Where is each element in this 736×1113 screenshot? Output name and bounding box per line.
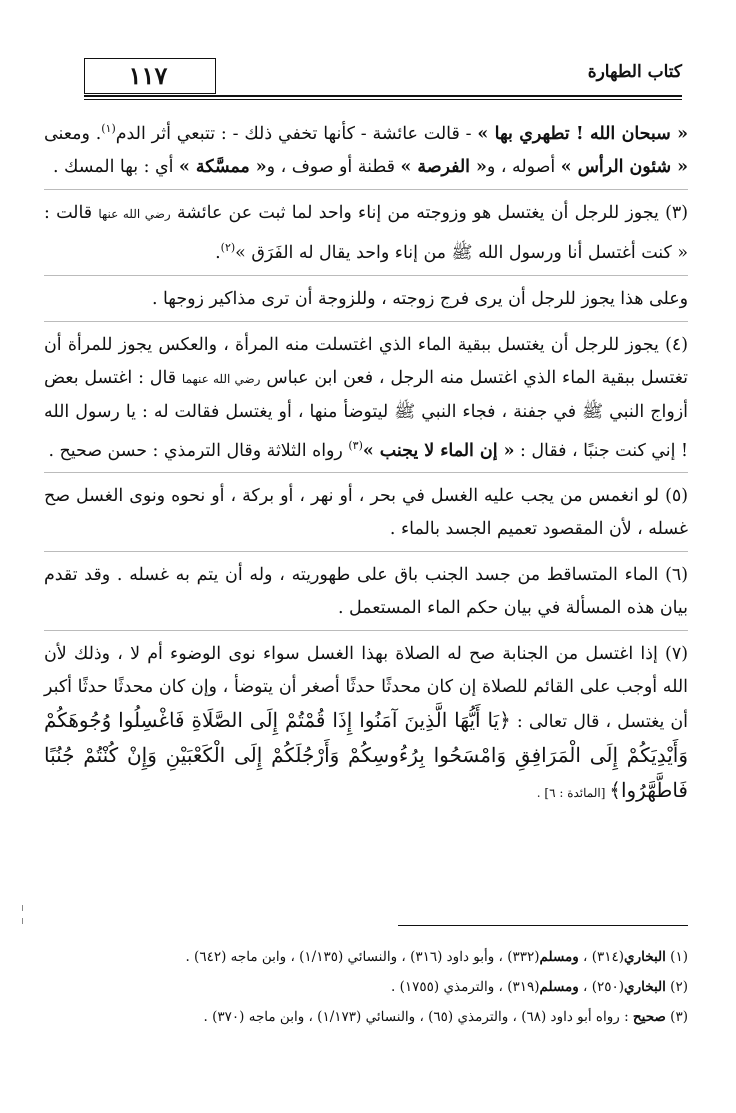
margin-mark: [22, 905, 23, 911]
verse-reference: [المائدة : ٦] .: [536, 786, 610, 801]
text-span: (٣٣٢) ، وأبو داود (٣١٦) ، والنسائي (١/١٣٥) ، وابن ماجه (٦٤٢) .: [185, 949, 540, 965]
text-span: رواه الثلاثة وقال الترمذي : حسن صحيح .: [48, 440, 349, 461]
margin-mark: [22, 918, 23, 924]
footnote-2: [44, 972, 688, 1002]
text-span: (٢٥٠) ،: [578, 979, 625, 995]
text-span: من إناء واحد يقال له الفَرَق »: [235, 242, 452, 263]
source-muslim: ومسلم: [539, 979, 579, 995]
text-span: (٣١٤) ،: [578, 949, 625, 965]
text-span: قال : اغتسل بعض أزواج النبي: [44, 367, 688, 422]
footnote-ref-3: (٣): [348, 438, 363, 452]
paragraph-divider: [44, 472, 688, 474]
source-bukhari: البخاري: [624, 979, 666, 995]
footnote-ref-2: (٢): [220, 240, 236, 254]
quote-water-not-junub: « إن الماء لا يجنب »: [362, 440, 515, 461]
page-number: ١١٧: [128, 61, 168, 90]
grading-sahih: صحيح: [632, 1009, 666, 1025]
term-shuun-alras: « شئون الرأس »: [560, 156, 688, 177]
salawat-glyph: ﷺ: [451, 242, 473, 263]
text-span: (٤) يجوز للرجل أن يغتسل ببقية الماء الذي اغتسلت منه المرأة ، والعكس يجوز للمرأة أن تغتسل ببقية الماء الذي اغتسل منه الرجل ، فعن ابن عباس: [44, 334, 688, 388]
text-span: (٧) إذا اغتسل من الجنابة صح له الصلاة بهذا الغسل سواء نوى الوضوء أم لا ، وذلك لأن الله أوجب على القائم للصلاة إن كان محدثًا حدثًا أصغر أن يتوضأ ، وإن كان محدثًا حدثًا أكبر أن يغتسل ، قال تعالى :: [44, 644, 688, 733]
text-span: . ومعنى: [44, 123, 102, 144]
salawat-glyph: ﷺ: [582, 401, 604, 422]
source-muslim: ومسلم: [539, 949, 579, 965]
footnote-1: [44, 942, 688, 972]
footnote-number: (٣): [665, 1009, 688, 1025]
text-span: أي : بها المسك .: [52, 156, 179, 177]
main-text: [44, 112, 688, 810]
text-span: أصوله ، و: [486, 156, 561, 177]
paragraph-divider: [44, 551, 688, 553]
footnote-number: (٢): [665, 979, 688, 995]
footnote-number: (١): [665, 949, 688, 965]
term-alfirsa: « الفرصة »: [400, 156, 487, 177]
text-span: - قالت عائشة - كأنها تخفي ذلك - : تتبعي أثر الدم: [115, 123, 478, 144]
text-span: (٣١٩) ، والترمذي (١٧٥٥) .: [391, 979, 540, 995]
paragraph-divider: [44, 630, 688, 632]
paragraph-divider: [44, 189, 688, 191]
paragraph-6: (٦) الماء المتساقط من جسد الجنب باق على طهوريته ، وله أن يتم به غسله . وقد تقدم بيان هذه المسألة في بيان حكم الماء المستعمل .: [44, 565, 688, 619]
text-span: (٣) يجوز للرجل أن يغتسل هو وزوجته من إناء واحد لما ثبت عن عائشة: [170, 202, 689, 223]
text-span: ليتوضأ منها ، أو يغتسل فقالت له : يا رسول الله ! إني كنت جنبًا ، فقال :: [44, 401, 688, 461]
running-header: [62, 52, 682, 100]
source-bukhari: البخاري: [624, 949, 666, 965]
footnotes: [44, 942, 688, 1032]
page-number-box: [84, 58, 216, 94]
quran-verse: ﴿يَا أَيُّهَا الَّذِينَ آمَنُوا إِذَا قُمْتُمْ إِلَى الصَّلَاةِ فَاغْسِلُوا وُجُوهَكُمْ وَأَيْدِيَكُمْ إِلَى الْمَرَافِقِ وَامْسَحُوا بِرُءُوسِكُمْ وَأَرْجُلَكُمْ إِلَى الْكَعْبَيْنِ وَإِنْ كُنْتُمْ جُنُبًا فَاطَّهَّرُوا﴾: [44, 708, 688, 803]
paragraph-hadith-continuation: [44, 112, 688, 184]
footnote-3: [44, 1002, 688, 1032]
footnote-ref-1: (١): [101, 122, 116, 135]
paragraph-7: [44, 638, 688, 810]
text-span: : رواه أبو داود (٦٨) ، والترمذي (٦٥) ، والنسائي (١/١٧٣) ، وابن ماجه (٣٧٠) .: [203, 1009, 633, 1025]
term-mumassaka: « ممسَّكة »: [178, 156, 267, 177]
paragraph-3-note: وعلى هذا يجوز للرجل أن يرى فرج زوجته ، وللزوجة أن ترى مذاكير زوجها .: [151, 288, 688, 309]
paragraph-divider: [44, 321, 688, 323]
header-rule: [84, 95, 682, 97]
honorific-radiyallahu-anhuma: رضي الله عنهما: [181, 371, 261, 386]
chapter-title: كتاب الطهارة: [587, 62, 682, 82]
paragraph-divider: [44, 275, 688, 277]
text-span: في جفنة ، فجاء النبي: [415, 401, 583, 422]
honorific-radiyallahu-anha: رضي الله عنها: [98, 206, 171, 221]
paragraph-5: (٥) لو انغمس من يجب عليه الغسل في بحر ، أو نهر ، أو بركة ، أو نحوه ونوى الغسل صح غسله ، لأن المقصود تعميم الجسد بالماء .: [44, 486, 688, 540]
text-span: قالت : « كنت أغتسل أنا ورسول الله: [44, 202, 688, 263]
header-rule-thin: [84, 99, 682, 100]
quote-subhanallah: « سبحان الله ! تطهري بها »: [477, 123, 688, 144]
paragraph-3: [44, 197, 688, 270]
footnote-separator: [398, 925, 688, 926]
salawat-glyph: ﷺ: [394, 401, 416, 422]
text-span: قطنة أو صوف ، و: [266, 156, 401, 177]
text-span: .: [215, 242, 221, 263]
paragraph-4: [44, 329, 688, 468]
